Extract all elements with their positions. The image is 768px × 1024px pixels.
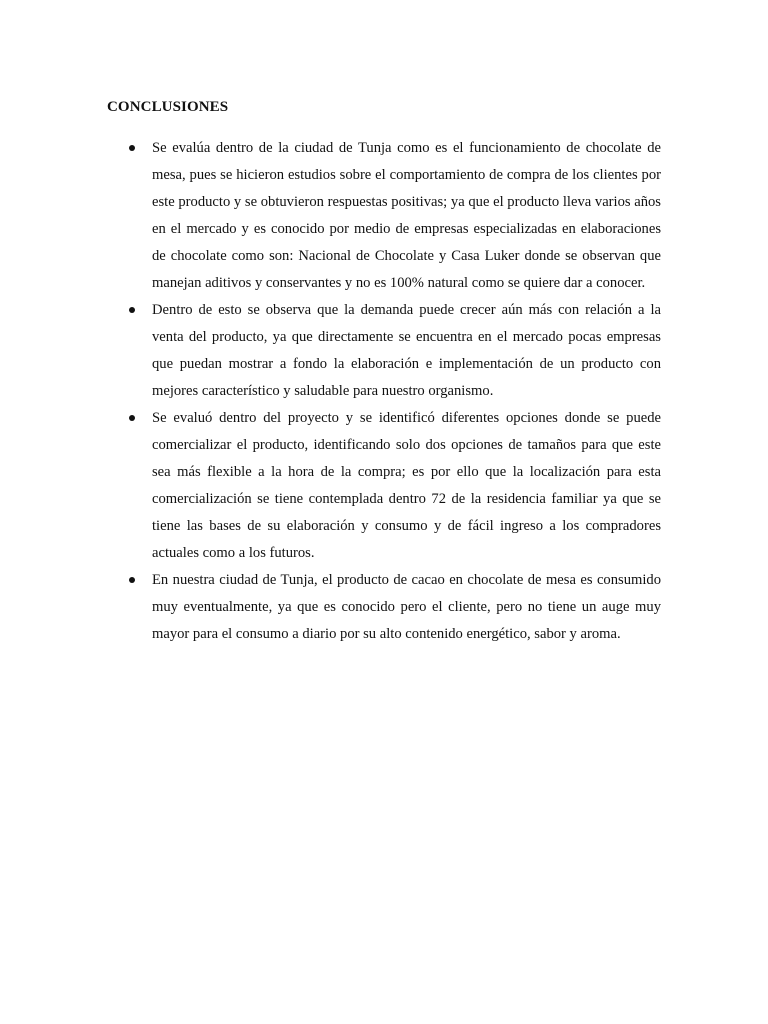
bullet-icon: [129, 415, 135, 421]
bullet-icon: [129, 577, 135, 583]
list-item: [152, 135, 661, 297]
list-item-text: Se evaluó dentro del proyecto y se identificó diferentes opciones donde se puede comercializar el producto, identificando solo dos opciones de tamaños para que este sea más flexible a la hora de la compra; es por ello que la localización para esta comercialización se tiene contemplada dentro 72 de la residencia familiar ya que se tiene las bases de su elaboración y consumo y de fácil ingreso a los compradores actuales como a los futuros.: [152, 410, 661, 561]
list-item-text: Se evalúa dentro de la ciudad de Tunja como es el funcionamiento de chocolate de mesa, pues se hicieron estudios sobre el comportamiento de compra de los clientes por este producto y se obtuvieron respuestas positivas; ya que el producto lleva varios años en el mercado y es conocido por medio de empresas especializadas en elaboraciones de chocolate como son: Nacional de Chocolate y Casa Luker donde se observan que manejan aditivos y conservantes y no es 100% natural como se quiere dar a conocer.: [152, 140, 661, 291]
list-item: [152, 567, 661, 648]
page-title: CONCLUSIONES: [107, 99, 229, 115]
list-item: [152, 297, 661, 405]
conclusions-list: [152, 135, 661, 648]
bullet-icon: [129, 145, 135, 151]
list-item-text: En nuestra ciudad de Tunja, el producto de cacao en chocolate de mesa es consumido muy eventualmente, ya que es conocido pero el cliente, pero no tiene un auge muy mayor para el consumo a diario por su alto contenido energético, sabor y aroma.: [152, 572, 661, 642]
list-item: [152, 405, 661, 567]
list-item-text: Dentro de esto se observa que la demanda puede crecer aún más con relación a la venta del producto, ya que directamente se encuentra en el mercado pocas empresas que puedan mostrar a fondo la elaboración e implementación de un producto con mejores característico y saludable para nuestro organismo.: [152, 302, 661, 399]
bullet-icon: [129, 307, 135, 313]
